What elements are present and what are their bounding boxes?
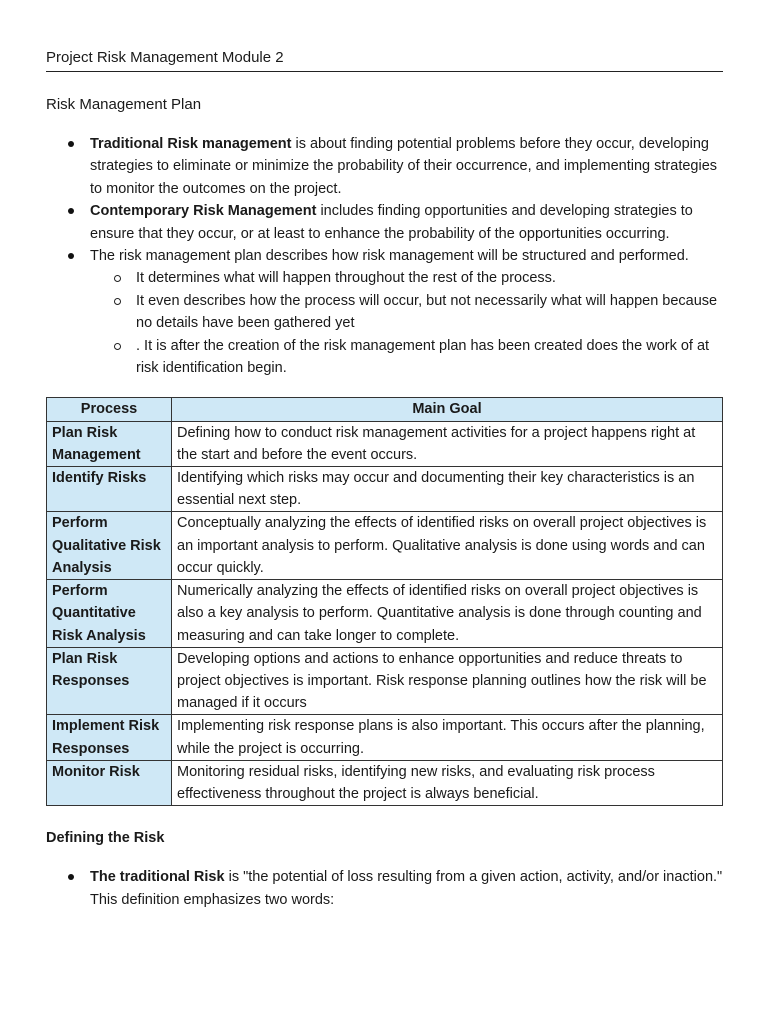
risk-process-table	[46, 397, 723, 806]
bullet-bold-term: Contemporary Risk Management	[90, 203, 317, 220]
table-row	[47, 580, 723, 648]
list-item	[46, 245, 723, 379]
goal-cell: Numerically analyzing the effects of identified risks on overall project objectives is also a key analysis to perform. Quantitative analysis is done through counting and measuring and can take longer to complete.	[172, 580, 723, 648]
table-row	[47, 421, 723, 466]
list-item	[46, 200, 723, 245]
risk-plan-bullet-list	[46, 133, 723, 379]
bullet-bold-term: Traditional Risk management	[90, 136, 292, 152]
table-row	[47, 715, 723, 760]
defining-risk-bullet-list	[46, 866, 723, 911]
column-header-process: Process	[47, 398, 172, 421]
goal-cell: Defining how to conduct risk management activities for a project happens right at the start and before the event occurs.	[172, 421, 723, 466]
process-cell: Plan Risk Responses	[47, 647, 172, 715]
bullet-text: includes finding opportunities and developing strategies to ensure that they occur, or at least to enhance the probability of the opportunities occurring.	[90, 203, 693, 242]
goal-cell: Developing options and actions to enhance opportunities and reduce threats to project objectives is important. Risk response planning outlines how the risk will be managed if it occurs	[172, 647, 723, 715]
sub-list-item: It determines what will happen throughout the rest of the process.	[90, 267, 723, 289]
goal-cell: Conceptually analyzing the effects of identified risks on overall project objectives is an important analysis to perform. Qualitative analysis is done using words and can occur quickly.	[172, 512, 723, 580]
sub-list-item: It even describes how the process will occur, but not necessarily what will happen because no details have been gathered yet	[90, 290, 723, 335]
section-title: Risk Management Plan	[46, 96, 202, 113]
table-row	[47, 512, 723, 580]
process-cell: Plan Risk Management	[47, 421, 172, 466]
process-cell: Perform Qualitative Risk Analysis	[47, 512, 172, 580]
goal-cell: Identifying which risks may occur and documenting their key characteristics is an essential next step.	[172, 467, 723, 512]
sub-bullet-list	[90, 267, 723, 379]
goal-cell: Monitoring residual risks, identifying new risks, and evaluating risk process effectiveness throughout the project is always beneficial.	[172, 760, 723, 805]
table-row	[47, 467, 723, 512]
bullet-bold-term: The traditional Risk	[90, 869, 225, 886]
table-row	[47, 647, 723, 715]
column-header-main-goal: Main Goal	[172, 398, 723, 421]
bullet-text: is "the potential of loss resulting from a given action, activity, and/or inaction." This definition emphasizes two words:	[90, 869, 723, 908]
document-page	[46, 48, 723, 911]
process-cell: Implement Risk Responses	[47, 715, 172, 760]
process-cell: Monitor Risk	[47, 760, 172, 805]
bullet-text: The risk management plan describes how risk management will be structured and performed.	[90, 248, 689, 265]
process-cell: Perform Quantitative Risk Analysis	[47, 580, 172, 648]
table-header-row	[47, 398, 723, 421]
sub-list-item: . It is after the creation of the risk management plan has been created does the work of at risk identification begin.	[90, 335, 723, 380]
list-item	[46, 133, 723, 200]
defining-risk-heading: Defining the Risk	[46, 830, 165, 847]
list-item	[46, 866, 723, 911]
process-cell: Identify Risks	[47, 467, 172, 512]
document-header: Project Risk Management Module 2	[46, 48, 723, 72]
bullet-text: is about finding potential problems before they occur, developing strategies to eliminate or minimize the probability of their occurrence, and implementing strategies to monitor the outcomes on the project.	[90, 136, 718, 197]
table-row	[47, 760, 723, 805]
goal-cell: Implementing risk response plans is also important. This occurs after the planning, while the project is occurring.	[172, 715, 723, 760]
